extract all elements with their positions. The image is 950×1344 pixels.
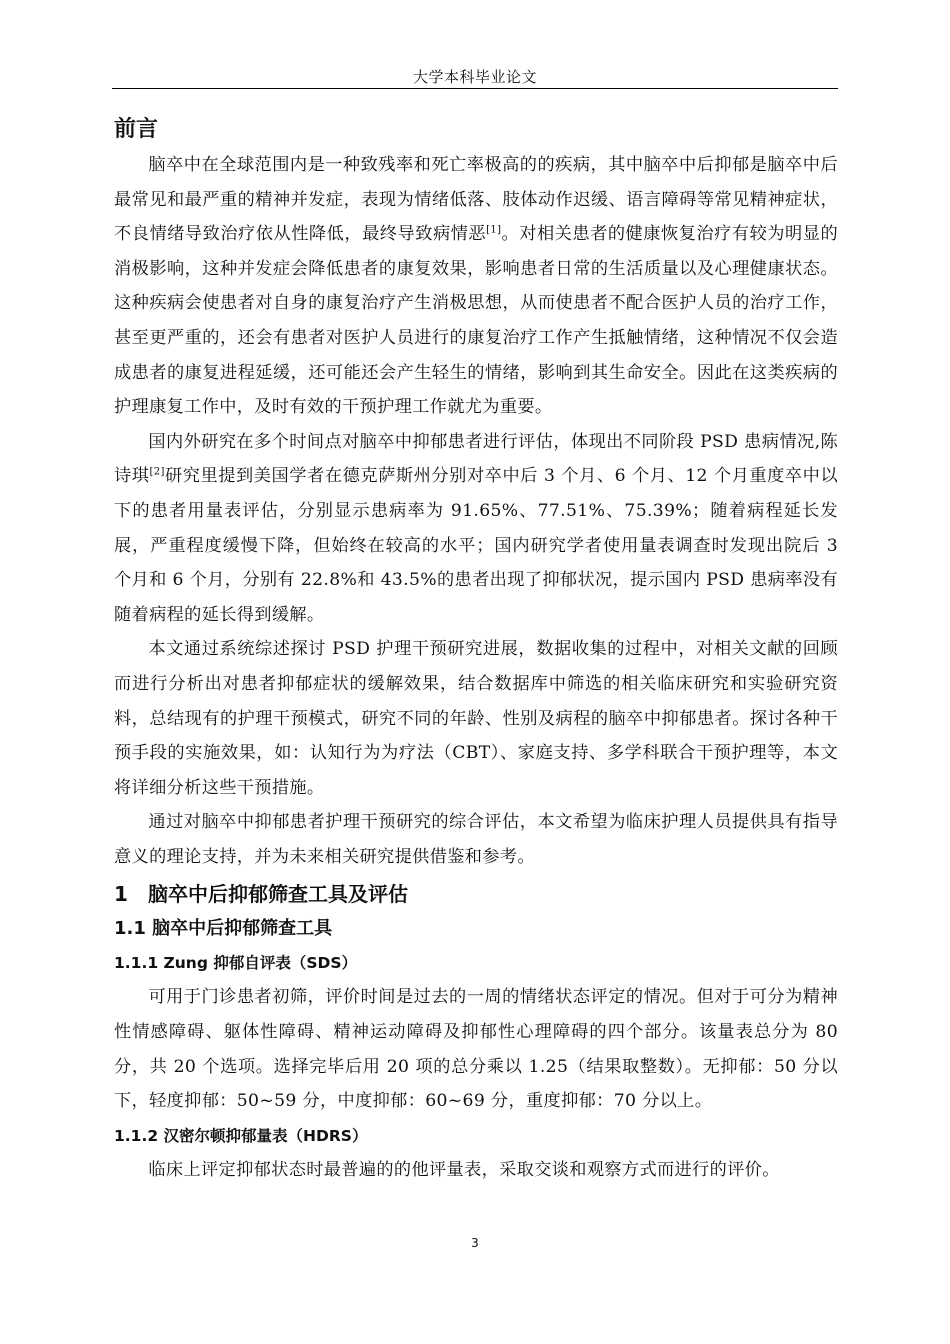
sds-paragraph: 可用于门诊患者初筛，评价时间是过去的一周的情绪状态评定的情况。但对于可分为精神性情感障碍、躯体性障碍、精神运动障碍及抑郁性心理障碍的四个部分。该量表总分为 80 分，共 20 个选项。选择完毕后用 20 项的总分乘以 1.25（结果取整数）。无抑郁：50 分以下，轻度抑郁：50~59 分，中度抑郁：60~69 分，重度抑郁：70 分以上。 [114, 987, 838, 1112]
foreword-heading: 前言 [114, 117, 159, 142]
section-1-1-heading: 1.1 脑卒中后抑郁筛查工具 [114, 918, 333, 940]
section-1-number: 1 [114, 882, 128, 907]
foreword-paragraph-1: 脑卒中在全球范围内是一种致残率和死亡率极高的的疾病，其中脑卒中后抑郁是脑卒中后最常见和最严重的精神并发症，表现为情绪低落、肢体动作迟缓、语言障碍等常见精神症状，不良情绪导致治疗依从性降低，最终导致病情恶[1]。对相关患者的健康恢复治疗有较为明显的消极影响，这种并发症会降低患者的康复效果，影响患者日常的生活质量以及心理健康状态。这种疾病会使患者对自身的康复治疗产生消极思想，从而使患者不配合医护人员的治疗工作，甚至更严重的，还会有患者对医护人员进行的康复治疗工作产生抵触情绪，这种情况不仅会造成患者的康复进程延缓，还可能还会产生轻生的情绪，影响到其生命安全。因此在这类疾病的护理康复工作中，及时有效的干预护理工作就尤为重要。 [114, 155, 838, 418]
citation-2[interactable]: [2] [149, 466, 165, 478]
section-1-title: 脑卒中后抑郁筛查工具及评估 [148, 882, 408, 907]
citation-1[interactable]: [1] [486, 224, 502, 236]
section-1-1-2-heading: 1.1.2 汉密尔顿抑郁量表（HDRS） [114, 1126, 368, 1145]
section-1-1-1-heading: 1.1.1 Zung 抑郁自评表（SDS） [114, 954, 358, 973]
page-number: 3 [471, 1236, 479, 1250]
header-rule [112, 88, 838, 89]
page-body [114, 112, 838, 1187]
foreword-paragraph-3: 本文通过系统综述探讨 PSD 护理干预研究进展，数据收集的过程中，对相关文献的回顾而进行分析出对患者抑郁症状的缓解效果，结合数据库中筛选的相关临床研究和实验研究资料，总结现有的护理干预模式，研究不同的年龄、性别及病程的脑卒中抑郁患者。探讨各种干预手段的实施效果，如：认知行为为疗法（CBT）、家庭支持、多学科联合干预护理等，本文将详细分析这些干预措施。 [114, 639, 838, 798]
section-1-heading [114, 876, 838, 912]
running-header: 大学本科毕业论文 [412, 68, 537, 86]
hdrs-paragraph: 临床上评定抑郁状态时最普遍的的他评量表，采取交谈和观察方式而进行的评价。 [148, 1159, 780, 1180]
foreword-paragraph-2: 国内外研究在多个时间点对脑卒中抑郁患者进行评估，体现出不同阶段 PSD 患病情况,陈诗琪[2]研究里提到美国学者在德克萨斯州分别对卒中后 3 个月、6 个月、12 个月重度卒中以下的患者用量表评估，分别显示患病率为 91.65%、77.51%、75.39%；随着病程延长发展，严重程度缓慢下降，但始终在较高的水平；国内研究学者使用量表调查时发现出院后 3 个月和 6 个月，分别有 22.8%和 43.5%的患者出现了抑郁状况，提示国内 PSD 患病率没有随着病程的延长得到缓解。 [114, 431, 838, 625]
foreword-paragraph-4: 通过对脑卒中抑郁患者护理干预研究的综合评估，本文希望为临床护理人员提供具有指导意义的理论支持，并为未来相关研究提供借鉴和参考。 [114, 812, 838, 867]
